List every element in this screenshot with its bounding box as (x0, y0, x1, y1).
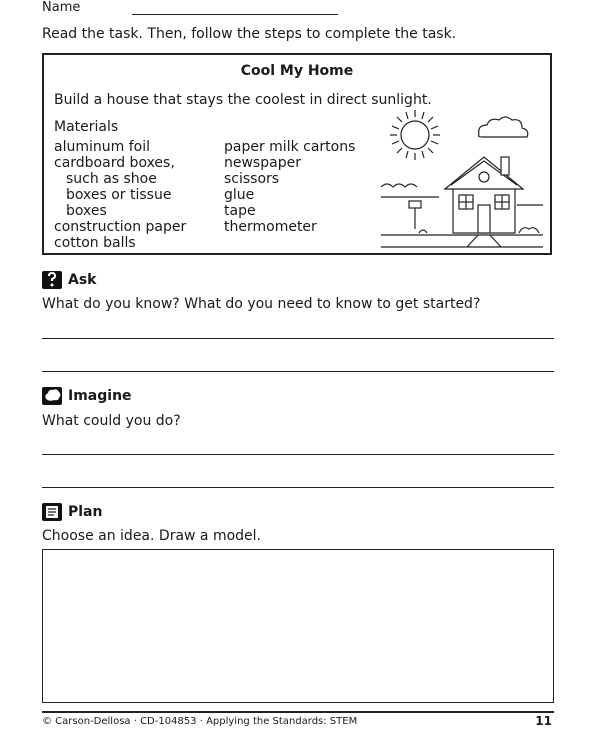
material-item: tape (224, 203, 256, 219)
name-row (42, 0, 80, 15)
page-number: 11 (535, 714, 552, 728)
house-sun-illustration (379, 105, 547, 253)
ask-answer-line-1[interactable] (42, 338, 554, 339)
material-item: newspaper (224, 155, 301, 171)
material-item: construction paper (54, 219, 187, 235)
footer-text: © Carson-Dellosa · CD-104853 · Applying the Standards: STEM (42, 716, 358, 727)
material-item: such as shoe (66, 171, 157, 187)
material-item: boxes or tissue (66, 187, 172, 203)
material-item: cardboard boxes, (54, 155, 175, 171)
footer-divider (42, 711, 554, 713)
material-item: aluminum foil (54, 139, 150, 155)
materials-list-right (224, 139, 355, 235)
materials-list-left (54, 139, 186, 251)
name-write-line[interactable] (132, 14, 338, 15)
ask-header (42, 271, 96, 289)
imagine-label: Imagine (68, 388, 132, 404)
material-item: cotton balls (54, 235, 136, 251)
name-label: Name (42, 0, 81, 15)
plan-prompt: Choose an idea. Draw a model. (42, 528, 261, 544)
material-item: boxes (66, 203, 107, 219)
plan-icon (42, 503, 62, 521)
plan-header (42, 503, 102, 521)
task-box (42, 53, 552, 255)
material-item: thermometer (224, 219, 317, 235)
ask-icon (42, 271, 62, 289)
material-item: paper milk cartons (224, 139, 356, 155)
plan-label: Plan (68, 504, 103, 520)
ask-answer-line-2[interactable] (42, 371, 554, 372)
sun-icon (390, 110, 440, 160)
imagine-answer-line-1[interactable] (42, 454, 554, 455)
material-item: scissors (224, 171, 280, 187)
task-title: Cool My Home (240, 63, 354, 79)
cloud-icon (479, 117, 528, 137)
imagine-prompt: What could you do? (42, 413, 181, 429)
materials-heading: Materials (54, 119, 119, 135)
material-item: glue (224, 187, 255, 203)
instructions: Read the task. Then, follow the steps to complete the task. (42, 26, 457, 42)
ask-label: Ask (68, 272, 97, 288)
imagine-header (42, 387, 132, 405)
task-description: Build a house that stays the coolest in direct sunlight. (54, 92, 432, 108)
imagine-answer-line-2[interactable] (42, 487, 554, 488)
imagine-icon (42, 387, 62, 405)
plan-drawing-box[interactable] (42, 549, 554, 703)
ask-prompt: What do you know? What do you need to know to get started? (42, 296, 481, 312)
